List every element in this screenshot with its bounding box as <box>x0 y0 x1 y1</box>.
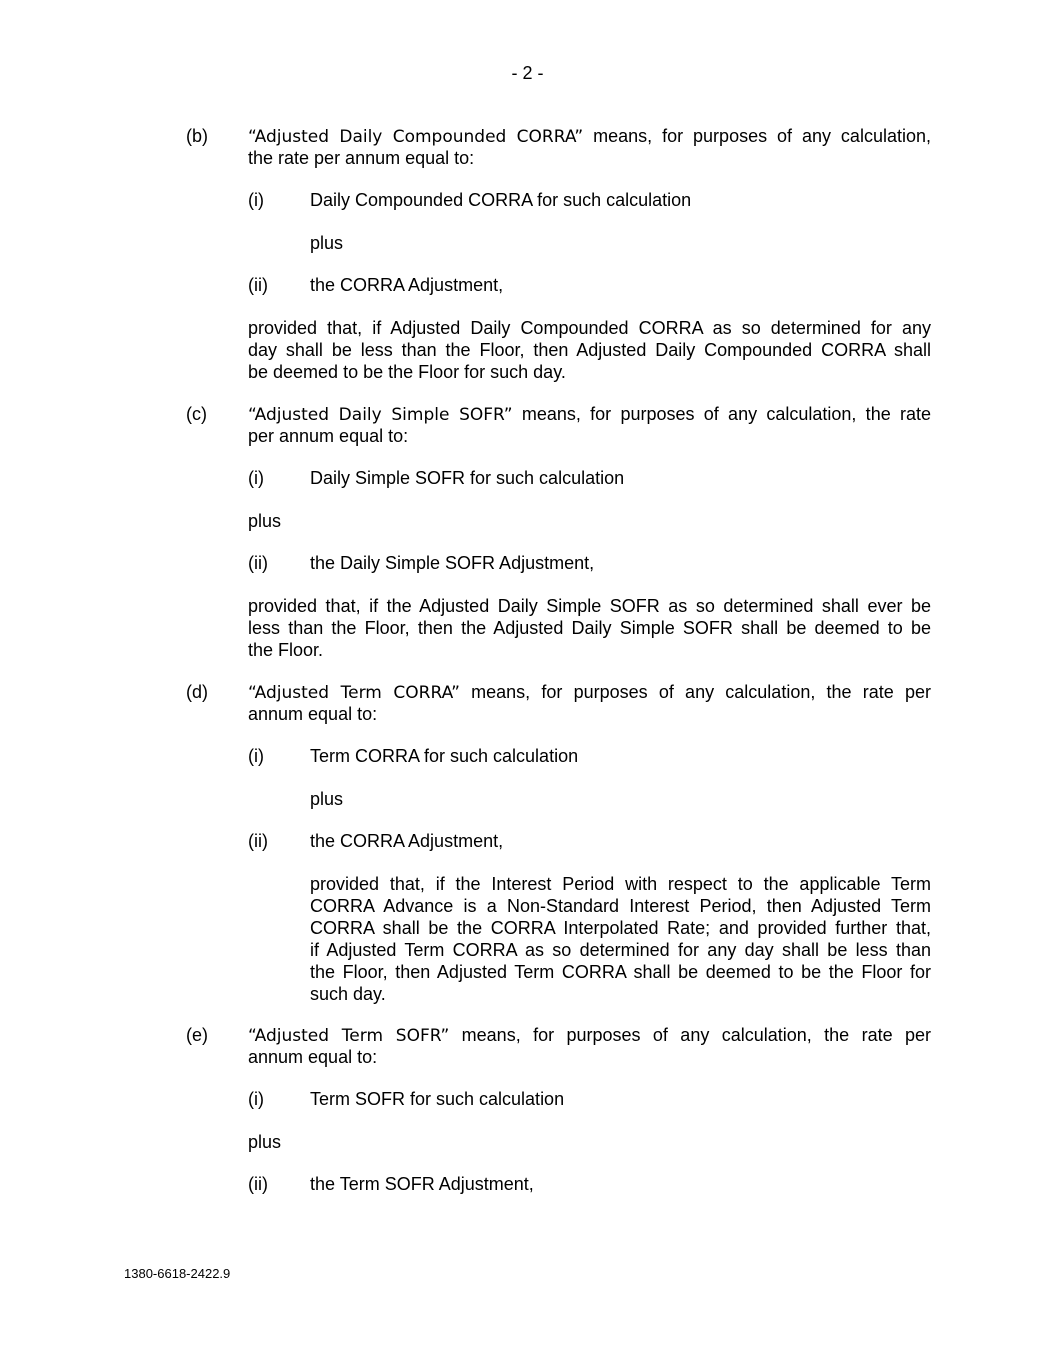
item-e-plus: plus <box>248 1132 282 1152</box>
page-number: - 2 - <box>511 63 544 83</box>
item-c-term: “Adjusted Daily Simple SOFR” <box>248 405 513 425</box>
item-c-sub-i-label: (i) <box>248 468 264 488</box>
item-d-sub-i-label: (i) <box>248 746 264 766</box>
item-b-sub-ii-label: (ii) <box>248 275 268 295</box>
item-d-proviso-line-2: CORRA Advance is a Non-Standard Interest Period, then Adjusted Term <box>310 896 931 916</box>
document-footer-id: 1380-6618-2422.9 <box>124 1266 231 1281</box>
item-c-sub-i-text: Daily Simple SOFR for such calculation <box>310 468 625 488</box>
item-d-proviso-line-1: provided that, if the Interest Period with respect to the applicable Term <box>310 874 931 894</box>
item-c-sub-ii-label: (ii) <box>248 553 268 573</box>
item-e-sub-ii-label: (ii) <box>248 1174 268 1194</box>
item-b-definition-line-2: the rate per annum equal to: <box>248 148 475 168</box>
item-e-sub-ii-text: the Term SOFR Adjustment, <box>310 1174 534 1194</box>
item-d-definition-line-1: “Adjusted Term CORRA” means, for purposes of any calculation, the rate per <box>248 682 931 703</box>
item-c-proviso-line-2: less than the Floor, then the Adjusted Daily Simple SOFR shall be deemed to be <box>248 618 931 638</box>
item-b-term: “Adjusted Daily Compounded CORRA” <box>248 127 584 147</box>
item-b-proviso-line-3: be deemed to be the Floor for such day. <box>248 362 566 382</box>
item-e-term: “Adjusted Term SOFR” <box>248 1026 450 1046</box>
item-d-proviso-line-5: the Floor, then Adjusted Term CORRA shall be deemed to be the Floor for <box>310 962 931 982</box>
item-e-definition-line-2: annum equal to: <box>248 1047 378 1067</box>
item-d-sub-ii-label: (ii) <box>248 831 268 851</box>
item-d-term: “Adjusted Term CORRA” <box>248 683 460 703</box>
item-e-sub-i-label: (i) <box>248 1089 264 1109</box>
item-c-plus: plus <box>248 511 282 531</box>
item-e-definition-line-1: “Adjusted Term SOFR” means, for purposes of any calculation, the rate per <box>248 1025 931 1046</box>
item-d-proviso-line-4: if Adjusted Term CORRA as so determined for any day shall be less than <box>310 940 931 960</box>
item-c-definition-line-2: per annum equal to: <box>248 426 409 446</box>
item-d-sub-ii-text: the CORRA Adjustment, <box>310 831 504 851</box>
item-b-plus: plus <box>310 233 344 253</box>
item-d-proviso-line-3: CORRA shall be the CORRA Interpolated Rate; and provided further that, <box>310 918 931 938</box>
item-c-definition-line-1: “Adjusted Daily Simple SOFR” means, for purposes of any calculation, the rate <box>248 404 932 425</box>
item-d-proviso-line-6: such day. <box>310 984 386 1004</box>
item-b-proviso-line-2: day shall be less than the Floor, then Adjusted Daily Compounded CORRA shall <box>248 340 931 360</box>
item-c-label: (c) <box>186 404 207 424</box>
item-b-label: (b) <box>186 126 208 146</box>
item-b-sub-i-text: Daily Compounded CORRA for such calculation <box>310 190 692 210</box>
item-b-sub-ii-text: the CORRA Adjustment, <box>310 275 504 295</box>
item-d-plus: plus <box>310 789 344 809</box>
item-c-proviso-line-3: the Floor. <box>248 640 324 660</box>
item-b-proviso-line-1: provided that, if Adjusted Daily Compounded CORRA as so determined for any <box>248 318 931 338</box>
item-c-proviso-line-1: provided that, if the Adjusted Daily Simple SOFR as so determined shall ever be <box>248 596 931 616</box>
item-c-sub-ii-text: the Daily Simple SOFR Adjustment, <box>310 553 595 573</box>
item-b-definition-line-1: “Adjusted Daily Compounded CORRA” means, for purposes of any calculation, <box>248 126 931 147</box>
item-e-label: (e) <box>186 1025 208 1045</box>
item-b-sub-i-label: (i) <box>248 190 264 210</box>
item-d-definition-line-2: annum equal to: <box>248 704 378 724</box>
item-e-sub-i-text: Term SOFR for such calculation <box>310 1089 565 1109</box>
item-d-sub-i-text: Term CORRA for such calculation <box>310 746 579 766</box>
item-d-label: (d) <box>186 682 208 702</box>
